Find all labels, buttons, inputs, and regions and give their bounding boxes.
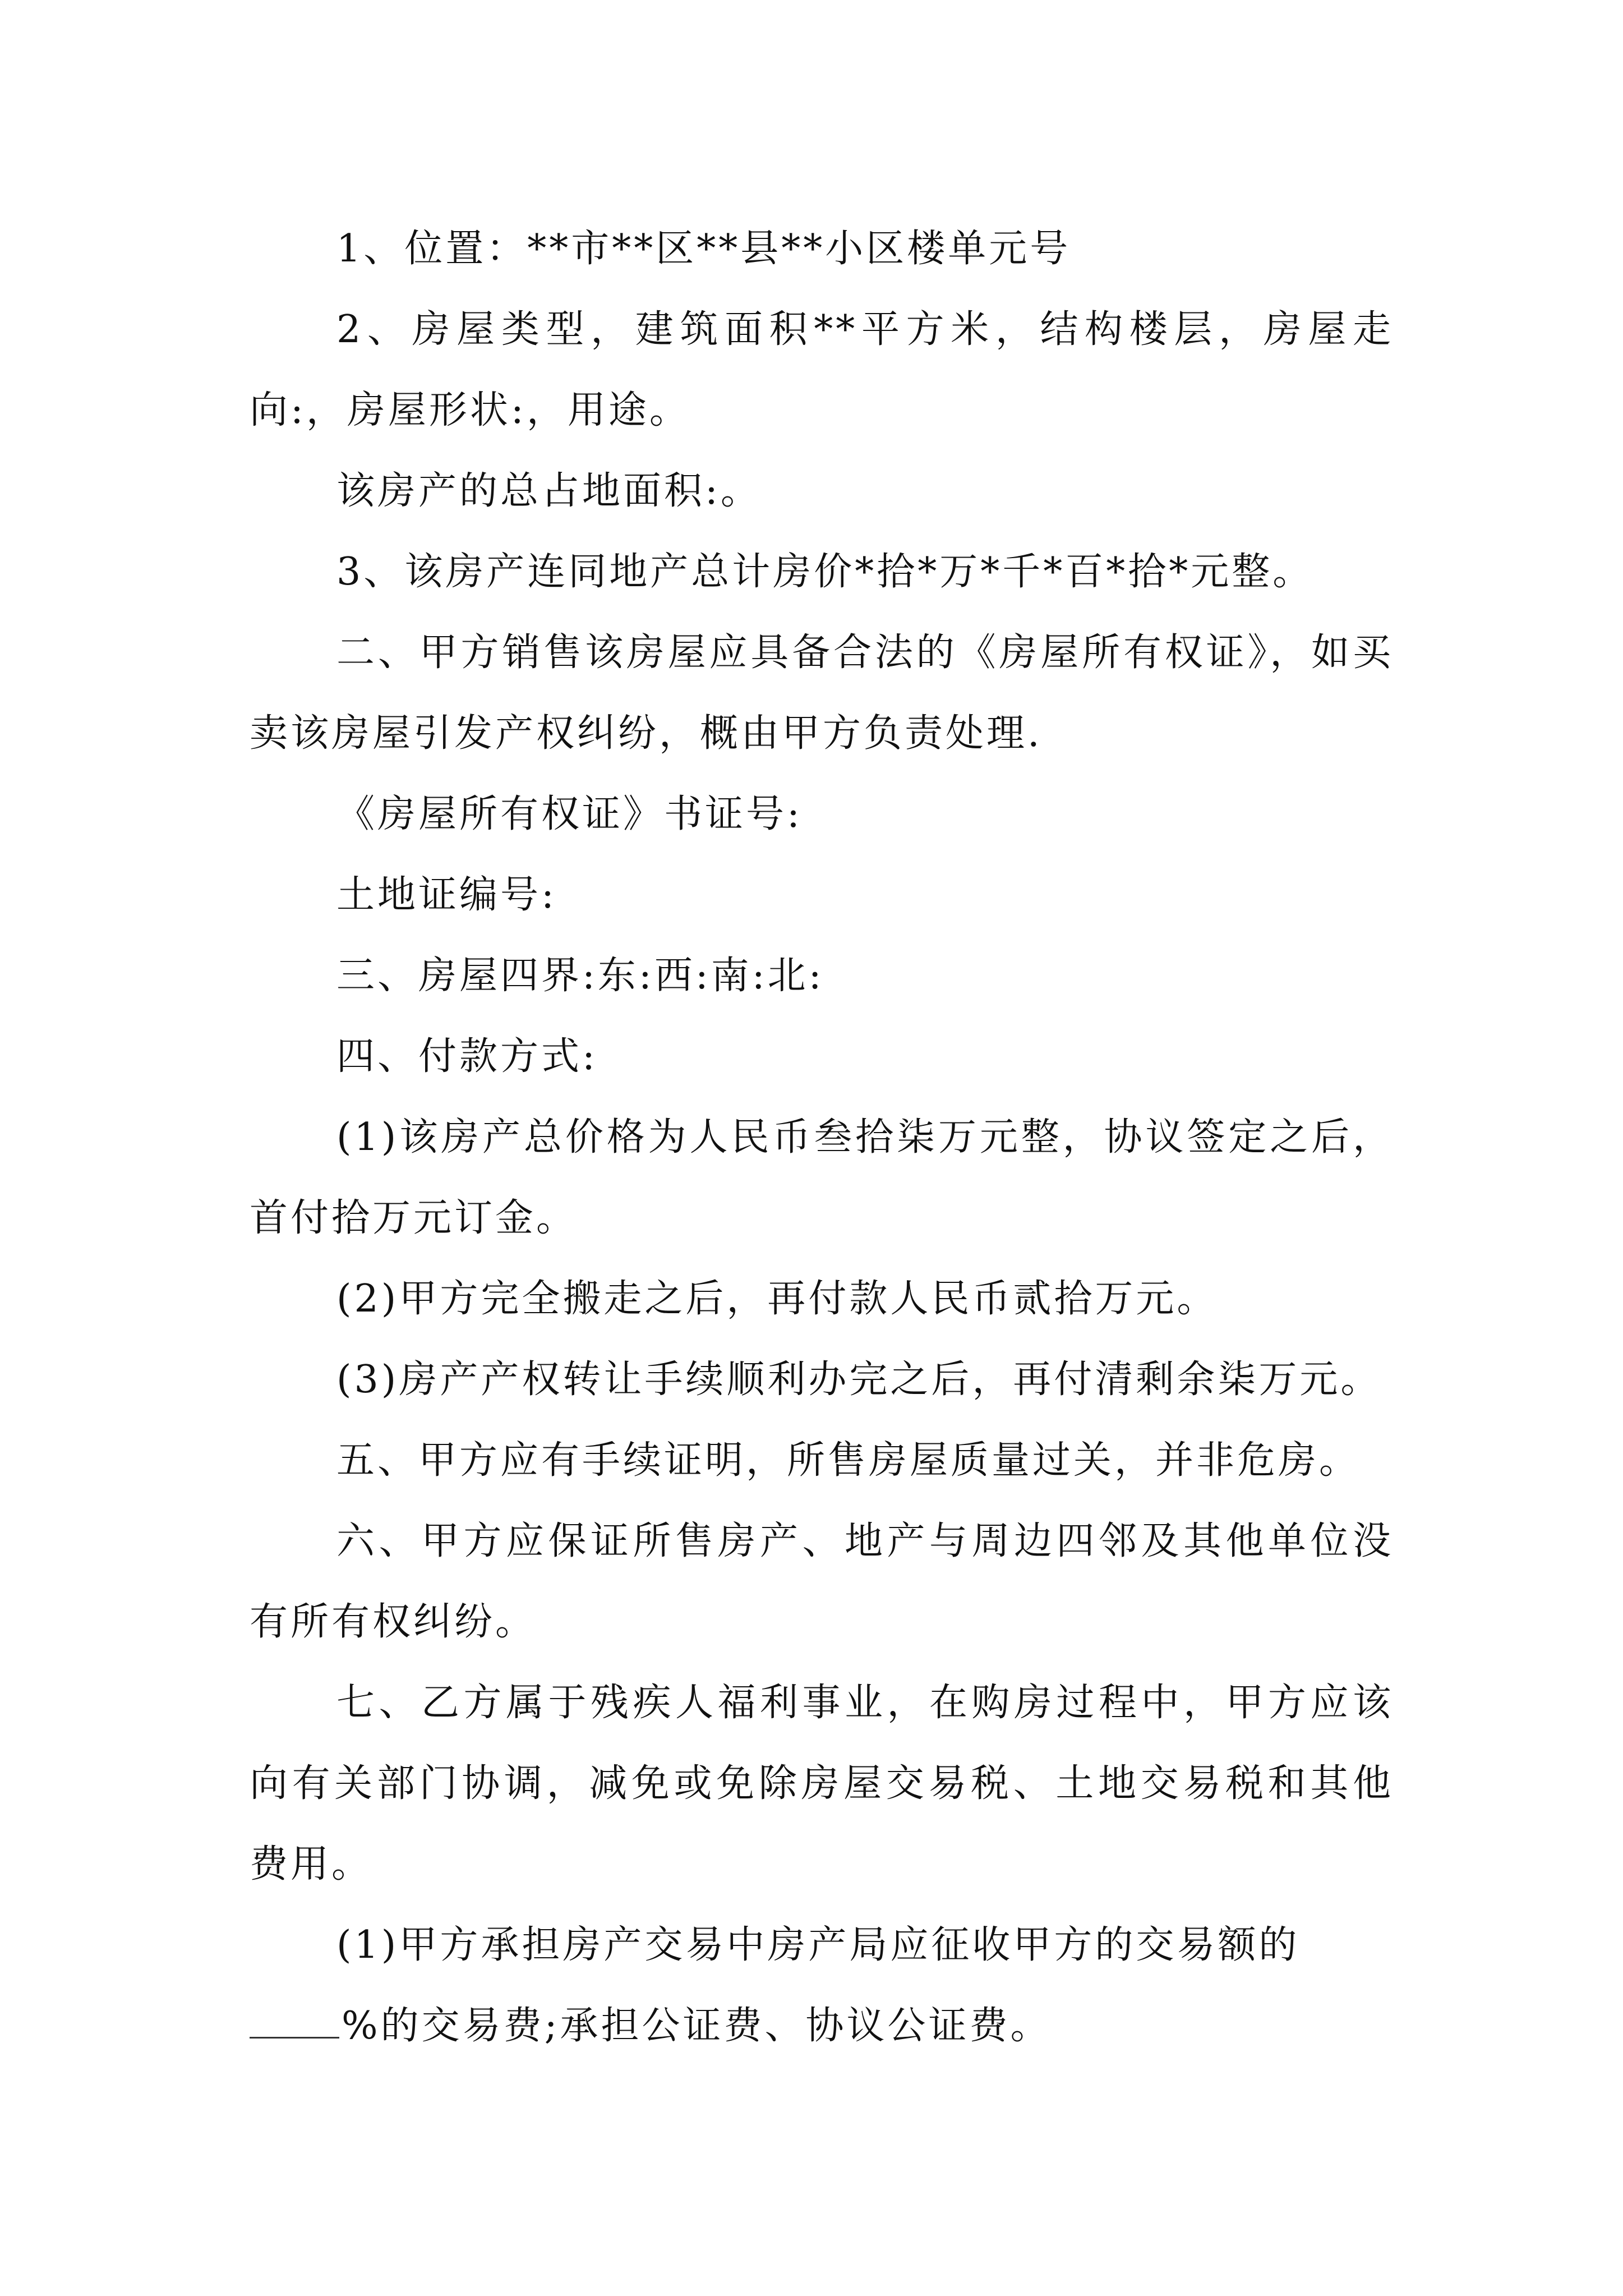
paragraph-payment-2: (2)甲方完全搬走之后，再付款人民币贰拾万元。 <box>336 1277 1218 1321</box>
paragraph-tax-reduction: 七、乙方属于残疾人福利事业，在购房过程中，甲方应该向有关部门协调，减免或免除房屋交易税、土地交易税和其他费用。 <box>250 1681 1394 1887</box>
paragraph-location: 1、位置：**市**区**县**小区楼单元号 <box>336 227 1071 271</box>
paragraph-certificate-number: 《房屋所有权证》书证号: <box>336 792 803 836</box>
document-body <box>250 209 1394 2067</box>
paragraph-payment-3: (3)房产产权转让手续顺利办完之后，再付清剩余柒万元。 <box>336 1358 1382 1402</box>
paragraph-land-certificate-number: 土地证编号: <box>336 873 557 917</box>
transaction-fee-text: %的交易费;承担公证费、协议公证费。 <box>342 2004 1052 2048</box>
paragraph-total-price: 3、该房产连同地产总计房价*拾*万*千*百*拾*元整。 <box>336 550 1314 594</box>
fill-in-blank <box>250 2007 339 2039</box>
paragraph-payment-1: (1)该房产总价格为人民币叁拾柒万元整，协议签定之后，首付拾万元订金。 <box>250 1115 1394 1240</box>
paragraph-ownership-certificate: 二、甲方销售该房屋应具备合法的《房屋所有权证》，如买卖该房屋引发产权纠纷，概由甲方负责处理. <box>250 631 1394 756</box>
paragraph-land-area: 该房产的总占地面积:。 <box>336 469 762 513</box>
paragraph-transaction-fee-continued <box>250 1986 1394 2067</box>
paragraph-house-quality: 五、甲方应有手续证明，所售房屋质量过关，并非危房。 <box>336 1438 1361 1483</box>
paragraph-payment-method: 四、付款方式: <box>336 1034 598 1079</box>
paragraph-house-type: 2、房屋类型，建筑面积**平方米，结构楼层，房屋走向:，房屋形状:，用途。 <box>250 307 1394 432</box>
paragraph-no-disputes: 六、甲方应保证所售房产、地产与周边四邻及其他单位没有所有权纠纷。 <box>250 1519 1394 1644</box>
paragraph-boundaries: 三、房屋四界:东:西:南:北: <box>336 954 824 998</box>
paragraph-transaction-fee: (1)甲方承担房产交易中房产局应征收甲方的交易额的 <box>336 1923 1300 1967</box>
